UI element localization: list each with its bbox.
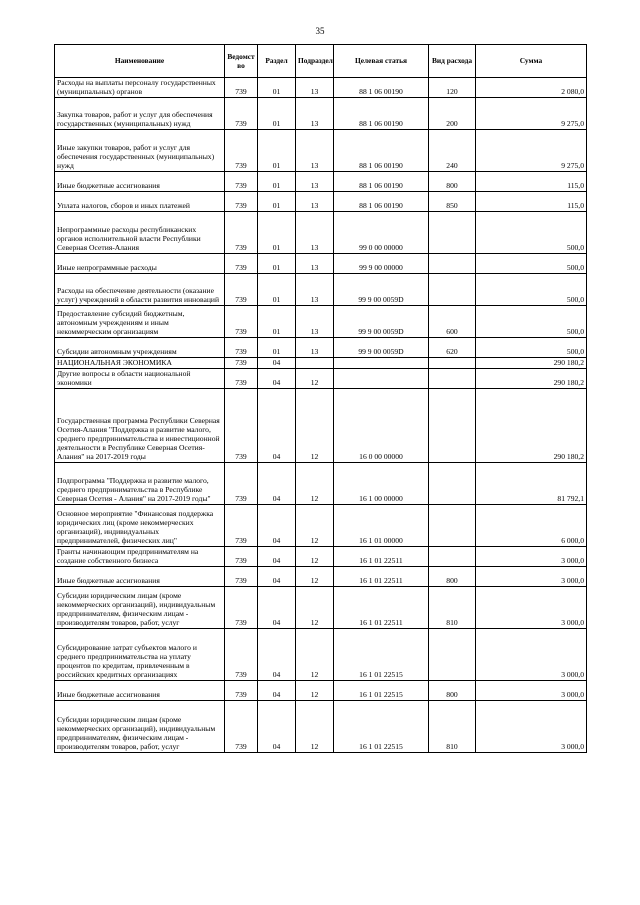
row-section: 04 [258,358,296,369]
header-name: Наименование [55,45,225,78]
row-expense-type: 600 [429,306,476,338]
row-name: Основное мероприятие "Финансовая поддержка юридических лиц (кроме некоммерческих организаций), индивидуальных предпринимателей, физических лиц" [55,505,225,547]
row-section: 01 [258,172,296,192]
row-section: 01 [258,254,296,274]
row-expense-type [429,358,476,369]
row-section: 04 [258,567,296,587]
row-amount: 115,0 [476,172,587,192]
header-expense-type: Вид расхода [429,45,476,78]
row-subsection: 12 [296,369,334,389]
row-department: 739 [225,547,258,567]
row-department: 739 [225,587,258,629]
row-amount: 3 000,0 [476,567,587,587]
row-name: Закупка товаров, работ и услуг для обеспечения государственных (муниципальных) нужд [55,98,225,130]
row-subsection: 13 [296,212,334,254]
table-row [55,130,587,172]
row-section: 04 [258,681,296,701]
row-subsection: 12 [296,567,334,587]
row-target-article: 16 1 01 22511 [334,547,429,567]
row-subsection: 12 [296,505,334,547]
table-row [55,212,587,254]
table-row [55,505,587,547]
row-amount: 290 180,2 [476,369,587,389]
row-amount: 115,0 [476,192,587,212]
row-expense-type [429,547,476,567]
row-subsection: 13 [296,306,334,338]
row-expense-type [429,369,476,389]
row-expense-type: 620 [429,338,476,358]
row-target-article: 16 1 00 00000 [334,463,429,505]
row-expense-type: 200 [429,98,476,130]
row-department: 739 [225,338,258,358]
row-target-article: 16 1 01 22511 [334,587,429,629]
table-header [55,45,587,78]
budget-table [54,44,587,753]
row-department: 739 [225,130,258,172]
row-amount: 290 180,2 [476,358,587,369]
row-expense-type [429,212,476,254]
header-department: Ведомст во [225,45,258,78]
row-section: 04 [258,547,296,567]
row-expense-type [429,254,476,274]
row-target-article: 88 1 06 00190 [334,98,429,130]
row-department: 739 [225,629,258,681]
table-row [55,254,587,274]
table-row [55,701,587,753]
row-subsection: 12 [296,587,334,629]
row-name: Иные бюджетные ассигнования [55,172,225,192]
row-department: 739 [225,306,258,338]
row-name: Субсидии юридическим лицам (кроме некоммерческих организаций), индивидуальным предпринимателям, физическим лицам - производителям товаров, работ, услуг [55,701,225,753]
row-expense-type [429,274,476,306]
row-subsection: 12 [296,463,334,505]
row-expense-type [429,463,476,505]
row-target-article: 88 1 06 00190 [334,192,429,212]
row-name: Иные закупки товаров, работ и услуг для обеспечения государственных (муниципальных) нужд [55,130,225,172]
row-name: Субсидирование затрат субъектов малого и среднего предпринимательства на уплату процентов по кредитам, привлеченным в российских кредитных организациях [55,629,225,681]
row-section: 01 [258,338,296,358]
row-target-article: 16 1 01 22515 [334,681,429,701]
row-expense-type: 810 [429,701,476,753]
row-name: Непрограммные расходы республиканских органов исполнительной власти Республики Северная Осетия-Алания [55,212,225,254]
row-department: 739 [225,358,258,369]
row-amount: 3 000,0 [476,629,587,681]
row-amount: 3 000,0 [476,587,587,629]
page-number: 35 [315,26,325,36]
row-name: Другие вопросы в области национальной экономики [55,369,225,389]
row-expense-type: 800 [429,567,476,587]
row-target-article [334,358,429,369]
row-name: Субсидии юридическим лицам (кроме некоммерческих организаций), индивидуальным предпринимателям, физическим лицам - производителям товаров, работ, услуг [55,587,225,629]
row-target-article: 99 9 00 00000 [334,254,429,274]
table-row [55,547,587,567]
row-amount: 3 000,0 [476,681,587,701]
table-row [55,369,587,389]
row-department: 739 [225,274,258,306]
row-expense-type [429,629,476,681]
row-department: 739 [225,505,258,547]
row-expense-type [429,389,476,463]
header-target-article: Целевая статья [334,45,429,78]
row-expense-type: 800 [429,172,476,192]
row-subsection: 12 [296,701,334,753]
row-name: Расходы на обеспечение деятельности (оказание услуг) учреждений в области развития инноваций [55,274,225,306]
row-subsection: 13 [296,274,334,306]
row-department: 739 [225,389,258,463]
row-target-article [334,369,429,389]
row-amount: 9 275,0 [476,98,587,130]
row-department: 739 [225,254,258,274]
table-row [55,389,587,463]
row-expense-type: 120 [429,78,476,98]
table-row [55,172,587,192]
row-amount: 3 000,0 [476,547,587,567]
row-name: Иные бюджетные ассигнования [55,567,225,587]
row-section: 04 [258,587,296,629]
row-name: Расходы на выплаты персоналу государственных (муниципальных) органов [55,78,225,98]
row-subsection [296,358,334,369]
row-target-article: 99 9 00 0059D [334,274,429,306]
row-amount: 500,0 [476,254,587,274]
row-subsection: 13 [296,172,334,192]
row-section: 04 [258,629,296,681]
header-section: Раздел [258,45,296,78]
row-department: 739 [225,78,258,98]
table-row [55,587,587,629]
row-name: Подпрограмма "Поддержка и развитие малого, среднего предпринимательства в Республике Северная Осетия - Алания" на 2017-2019 годы" [55,463,225,505]
row-section: 04 [258,369,296,389]
row-target-article: 99 9 00 0059D [334,338,429,358]
row-subsection: 12 [296,629,334,681]
row-department: 739 [225,701,258,753]
row-expense-type: 810 [429,587,476,629]
row-section: 01 [258,274,296,306]
row-target-article: 16 1 01 00000 [334,505,429,547]
row-department: 739 [225,681,258,701]
row-amount: 6 000,0 [476,505,587,547]
row-department: 739 [225,98,258,130]
row-section: 01 [258,192,296,212]
row-department: 739 [225,212,258,254]
row-expense-type: 800 [429,681,476,701]
row-department: 739 [225,463,258,505]
row-subsection: 13 [296,98,334,130]
row-subsection: 12 [296,547,334,567]
row-section: 01 [258,130,296,172]
row-name: Иные бюджетные ассигнования [55,681,225,701]
row-amount: 3 000,0 [476,701,587,753]
row-section: 04 [258,389,296,463]
row-expense-type: 240 [429,130,476,172]
row-amount: 500,0 [476,338,587,358]
row-name: Гранты начинающим предпринимателям на создание собственного бизнеса [55,547,225,567]
row-expense-type [429,505,476,547]
header-subsection: Подраздел [296,45,334,78]
row-target-article: 88 1 06 00190 [334,172,429,192]
row-department: 739 [225,369,258,389]
row-expense-type: 850 [429,192,476,212]
row-target-article: 16 1 01 22515 [334,629,429,681]
table-row [55,98,587,130]
row-section: 04 [258,463,296,505]
row-subsection: 13 [296,192,334,212]
row-department: 739 [225,192,258,212]
table-row [55,78,587,98]
row-amount: 9 275,0 [476,130,587,172]
row-section: 01 [258,306,296,338]
row-name: Субсидии автономным учреждениям [55,338,225,358]
row-amount: 290 180,2 [476,389,587,463]
row-target-article: 88 1 06 00190 [334,130,429,172]
row-name: Государственная программа Республики Северная Осетия-Алания "Поддержка и развитие малого, среднего предпринимательства и инвестиционной деятельности в Республике Северная Осетия-Алания" на 2017-2019 годы [55,389,225,463]
row-target-article: 16 1 01 22511 [334,567,429,587]
row-target-article: 16 1 01 22515 [334,701,429,753]
row-section: 04 [258,505,296,547]
row-name: Иные непрограммные расходы [55,254,225,274]
row-target-article: 99 0 00 00000 [334,212,429,254]
row-subsection: 13 [296,338,334,358]
row-subsection: 12 [296,681,334,701]
row-subsection: 12 [296,389,334,463]
row-target-article: 16 0 00 00000 [334,389,429,463]
row-name: Предоставление субсидий бюджетным, автономным учреждениям и иным некоммерческим организациям [55,306,225,338]
row-department: 739 [225,172,258,192]
header-amount: Сумма [476,45,587,78]
row-section: 04 [258,701,296,753]
table-row [55,629,587,681]
table-row [55,567,587,587]
row-amount: 2 080,0 [476,78,587,98]
row-subsection: 13 [296,130,334,172]
row-section: 01 [258,98,296,130]
row-amount: 500,0 [476,306,587,338]
table-row [55,338,587,358]
row-amount: 81 792,1 [476,463,587,505]
row-amount: 500,0 [476,274,587,306]
row-name: НАЦИОНАЛЬНАЯ ЭКОНОМИКА [55,358,225,369]
row-subsection: 13 [296,254,334,274]
table-row [55,192,587,212]
row-department: 739 [225,567,258,587]
row-section: 01 [258,78,296,98]
row-target-article: 99 9 00 0059D [334,306,429,338]
row-subsection: 13 [296,78,334,98]
row-section: 01 [258,212,296,254]
table-row [55,358,587,369]
table-row [55,681,587,701]
row-target-article: 88 1 06 00190 [334,78,429,98]
table-row [55,463,587,505]
table-row [55,306,587,338]
row-amount: 500,0 [476,212,587,254]
table-body [55,78,587,753]
row-name: Уплата налогов, сборов и иных платежей [55,192,225,212]
table-row [55,274,587,306]
